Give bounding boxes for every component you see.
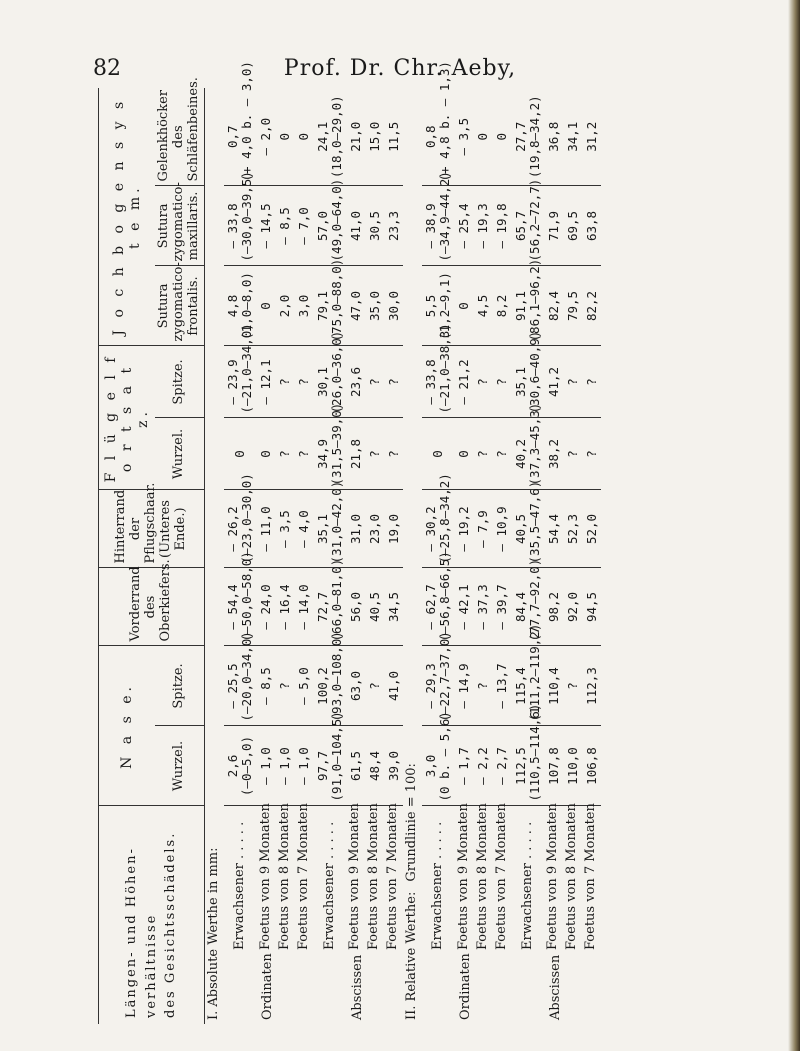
table-cell: 71,9 bbox=[544, 186, 563, 266]
table-cell: — 3,5 bbox=[276, 490, 295, 568]
table-cell: — 1,0 bbox=[295, 726, 314, 806]
group-label: Ordinaten bbox=[458, 953, 474, 1020]
table-cell: — 2,2 bbox=[474, 726, 493, 806]
table-cell: 98,2 bbox=[544, 568, 563, 646]
table-cell: 3,0 (0 b. — 5,6) bbox=[422, 726, 455, 806]
table-row bbox=[365, 88, 384, 1024]
table-cell: — 42,1 bbox=[455, 568, 474, 646]
table-cell: 8,2 bbox=[493, 266, 512, 346]
table-cell: — 8,5 bbox=[257, 646, 276, 726]
table-cell: 115,4 (111,2—119,2) bbox=[512, 646, 545, 726]
table-cell: — 7,9 bbox=[474, 490, 493, 568]
table-cell: ? bbox=[365, 418, 384, 490]
table-cell: 36,8 bbox=[544, 88, 563, 186]
table-cell: 54,4 bbox=[544, 490, 563, 568]
row-label: Foetus von 7 Monaten bbox=[385, 803, 401, 950]
page-header bbox=[0, 0, 800, 90]
table-cell: 0 bbox=[455, 266, 474, 346]
table-cell: 0 bbox=[474, 88, 493, 186]
col-fluegel-wurzel: Wurzel. bbox=[155, 418, 204, 490]
table-cell: 3,0 bbox=[295, 266, 314, 346]
col-sutura-frontalis: Sutura zygomatico-frontalis. bbox=[155, 266, 204, 346]
col-vorderrand: Vorderrand des Oberkiefers. bbox=[99, 568, 205, 646]
col-gelenkhoecker: Gelenkhöcker des Schläfenbeines. bbox=[155, 88, 204, 186]
table-cell: — 10,9 bbox=[493, 490, 512, 568]
running-title: Prof. Dr. Chr. Aeby, bbox=[283, 56, 517, 81]
section-title: I. Absolute Werthe in mm: bbox=[206, 847, 222, 1020]
table-row bbox=[346, 88, 365, 1024]
table-cell: — 3,5 bbox=[455, 88, 474, 186]
table-cell: ? bbox=[276, 418, 295, 490]
table-cell: 2,6 (—0—5,0) bbox=[224, 726, 257, 806]
table-cell: 47,0 bbox=[346, 266, 365, 346]
table-cell: 39,0 bbox=[384, 726, 403, 806]
table-cell: 23,0 bbox=[365, 490, 384, 568]
table-cell: — 37,3 bbox=[474, 568, 493, 646]
table-row bbox=[563, 88, 582, 1024]
table-cell: 0 bbox=[295, 88, 314, 186]
table-cell: 40,5 bbox=[365, 568, 384, 646]
table-cell: ? bbox=[582, 346, 601, 418]
table-cell: — 23,9 (—21,0—34,0) bbox=[224, 346, 257, 418]
col-nase-spitze: Spitze. bbox=[155, 646, 204, 726]
table-cell: 38,2 bbox=[544, 418, 563, 490]
table-cell: — 21,2 bbox=[455, 346, 474, 418]
table-cell: 5,5 (1,2—9,1) bbox=[422, 266, 455, 346]
table-row bbox=[544, 88, 563, 1024]
table-cell: — 8,5 bbox=[276, 186, 295, 266]
table-corner-title: Längen- und Höhen- verhältnisse des Gesichtsschädels. bbox=[99, 806, 205, 1024]
row-label: Erwachsener . . . . . bbox=[231, 821, 247, 950]
row-label: Foetus von 7 Monaten bbox=[493, 803, 509, 950]
table-cell: 52,3 bbox=[563, 490, 582, 568]
table-cell: 0 bbox=[224, 418, 257, 490]
table-cell: — 13,7 bbox=[493, 646, 512, 726]
table-cell: — 39,7 bbox=[493, 568, 512, 646]
table-cell: ? bbox=[474, 418, 493, 490]
table-cell: 110,4 bbox=[544, 646, 563, 726]
table-cell: 23,3 bbox=[384, 186, 403, 266]
table-cell: 100,2 (93,0—108,0) bbox=[314, 646, 347, 726]
table-cell: 97,7 (91,0—104,5) bbox=[314, 726, 347, 806]
table-cell: 41,0 bbox=[384, 646, 403, 726]
table-row bbox=[582, 88, 601, 1024]
page-edge-shadow bbox=[788, 0, 800, 1051]
table-cell: 0,7 (+ 4,0 b. — 3,0) bbox=[224, 88, 257, 186]
table-cell: — 5,0 bbox=[295, 646, 314, 726]
row-label: Erwachsener . . . . . bbox=[519, 821, 535, 950]
table-cell: — 1,0 bbox=[257, 726, 276, 806]
table-cell: 40,2 (37,3—45,3) bbox=[512, 418, 545, 490]
row-label: Foetus von 8 Monaten bbox=[474, 803, 490, 950]
table-cell: 15,0 bbox=[365, 88, 384, 186]
row-label: Erwachsener . . . . . bbox=[430, 821, 445, 950]
table-cell: 34,5 bbox=[384, 568, 403, 646]
table-cell: 34,9 (31,5—39,0) bbox=[314, 418, 347, 490]
table-cell: — 25,4 bbox=[455, 186, 474, 266]
table-cell: — 1,0 bbox=[276, 726, 295, 806]
group-label: Abscissen bbox=[547, 954, 563, 1020]
table-cell: — 14,0 bbox=[295, 568, 314, 646]
table-cell: ? bbox=[474, 646, 493, 726]
table-cell: 21,8 bbox=[346, 418, 365, 490]
table-cell: — 30,2 (—25,8—34,2) bbox=[422, 490, 455, 568]
table-cell: — 14,9 bbox=[455, 646, 474, 726]
row-label: Foetus von 9 Monaten bbox=[347, 803, 363, 950]
table-cell: — 16,4 bbox=[276, 568, 295, 646]
table-row bbox=[455, 88, 474, 1024]
table-row bbox=[384, 88, 403, 1024]
table-cell: — 33,8 (—30,0—39,5) bbox=[224, 186, 257, 266]
table-cell: — 25,5 (—20,0—34,0) bbox=[224, 646, 257, 726]
table-cell: 41,2 bbox=[544, 346, 563, 418]
table-cell: 106,8 bbox=[582, 726, 601, 806]
table-cell: — 33,8 (—21,0—38,3) bbox=[422, 346, 455, 418]
table-row bbox=[224, 88, 257, 1024]
table-cell: ? bbox=[563, 646, 582, 726]
row-label: Foetus von 9 Monaten bbox=[257, 803, 273, 950]
table-cell: 2,0 bbox=[276, 266, 295, 346]
table-cell: ? bbox=[295, 346, 314, 418]
table-cell: 35,1 (30,6—40,9) bbox=[512, 346, 545, 418]
page-number: 82 bbox=[93, 56, 121, 81]
table-cell: 56,0 bbox=[346, 568, 365, 646]
row-label: Foetus von 9 Monaten bbox=[545, 803, 561, 950]
table-cell: — 19,3 bbox=[474, 186, 493, 266]
group-jochbogensystem: J o c h b o g e n s y s t e m. bbox=[99, 88, 156, 346]
table-cell: ? bbox=[582, 418, 601, 490]
table-cell: 61,5 bbox=[346, 726, 365, 806]
row-label: Foetus von 7 Monaten bbox=[583, 803, 599, 950]
table-cell: 35,0 bbox=[365, 266, 384, 346]
table-row bbox=[474, 88, 493, 1024]
table-cell: — 19,2 bbox=[455, 490, 474, 568]
table-row bbox=[295, 88, 314, 1024]
table-cell: 4,8 (1,0—8,0) bbox=[224, 266, 257, 346]
table-cell: 82,2 bbox=[582, 266, 601, 346]
table-cell: — 4,0 bbox=[295, 490, 314, 568]
table-cell: 23,6 bbox=[346, 346, 365, 418]
table-cell: 11,5 bbox=[384, 88, 403, 186]
row-label: Foetus von 8 Monaten bbox=[564, 803, 580, 950]
table-cell: ? bbox=[474, 346, 493, 418]
col-hinterrand: Hinterrand der Pflugschaar. (Unteres Ende.) bbox=[99, 490, 205, 568]
table-cell: 79,5 bbox=[563, 266, 582, 346]
table-cell: 91,1 (86,1—96,2) bbox=[512, 266, 545, 346]
table-cell: 0 bbox=[257, 266, 276, 346]
table-cell: 57,0 (49,0—64,0) bbox=[314, 186, 347, 266]
table-cell: 82,4 bbox=[544, 266, 563, 346]
table-row bbox=[493, 88, 512, 1024]
group-label: Ordinaten bbox=[260, 953, 276, 1020]
table-cell: 0,8 (+ 4,8 b. — 1,3) bbox=[422, 88, 455, 186]
section-title: II. Relative Werthe:Grundlinie = 100: bbox=[404, 763, 420, 1020]
table-row bbox=[512, 88, 545, 1024]
col-fluegel-spitze: Spitze. bbox=[155, 346, 204, 418]
table-cell: — 54,4 (—50,0—58,0) bbox=[224, 568, 257, 646]
table-row bbox=[257, 88, 276, 1024]
table-cell: 34,1 bbox=[563, 88, 582, 186]
table-cell: 35,1 (31,0—42,0) bbox=[314, 490, 347, 568]
table-cell: 0 bbox=[455, 418, 474, 490]
table-cell: 31,0 bbox=[346, 490, 365, 568]
table-cell: 52,0 bbox=[582, 490, 601, 568]
table-cell: 107,8 bbox=[544, 726, 563, 806]
table-cell: — 7,0 bbox=[295, 186, 314, 266]
table-cell: — 38,9 (—34,9—44,2) bbox=[422, 186, 455, 266]
table-cell: — 24,0 bbox=[257, 568, 276, 646]
table-cell: 0 bbox=[422, 418, 455, 490]
table-row bbox=[422, 88, 455, 1024]
group-fluegelfortsatz: F l ü g e l f o r t s a t z. bbox=[99, 346, 156, 490]
table-cell: — 62,7 (—56,8—66,5) bbox=[422, 568, 455, 646]
table-cell: 65,7 (56,2—72,7) bbox=[512, 186, 545, 266]
row-label: Erwachsener . . . . . bbox=[321, 821, 337, 950]
table-row bbox=[314, 88, 347, 1024]
table-cell: 110,0 bbox=[563, 726, 582, 806]
table-cell: 19,0 bbox=[384, 490, 403, 568]
col-nase-wurzel: Wurzel. bbox=[155, 726, 204, 806]
table-cell: 40,5 (35,5—47,6) bbox=[512, 490, 545, 568]
table-cell: 92,0 bbox=[563, 568, 582, 646]
table-cell: 0 bbox=[276, 88, 295, 186]
table-cell: 0 bbox=[493, 88, 512, 186]
table-cell: ? bbox=[493, 418, 512, 490]
row-label: Foetus von 8 Monaten bbox=[366, 803, 382, 950]
table-cell: 31,2 bbox=[582, 88, 601, 186]
table-cell: — 29,3 (—22,7—37,0) bbox=[422, 646, 455, 726]
table-cell: ? bbox=[563, 418, 582, 490]
group-label: Abscissen bbox=[349, 954, 365, 1020]
table-cell: 94,5 bbox=[582, 568, 601, 646]
group-nase: N a s e. bbox=[99, 646, 156, 806]
table-cell: 63,8 bbox=[582, 186, 601, 266]
table-cell: 21,0 bbox=[346, 88, 365, 186]
table-cell: 30,5 bbox=[365, 186, 384, 266]
table-cell: — 2,0 bbox=[257, 88, 276, 186]
table-cell: ? bbox=[365, 346, 384, 418]
table-cell: 30,0 bbox=[384, 266, 403, 346]
table-cell: ? bbox=[384, 346, 403, 418]
table-cell: 112,5 (110,5—114,6) bbox=[512, 726, 545, 806]
table-cell: ? bbox=[384, 418, 403, 490]
table-cell: 4,5 bbox=[474, 266, 493, 346]
table-cell: 27,7 (19,8—34,2) bbox=[512, 88, 545, 186]
table-cell: 63,0 bbox=[346, 646, 365, 726]
table-cell: — 14,5 bbox=[257, 186, 276, 266]
table-row bbox=[276, 88, 295, 1024]
table-cell: — 2,7 bbox=[493, 726, 512, 806]
table-cell: 0 bbox=[257, 418, 276, 490]
table-cell: 30,1 (26,0—36,0) bbox=[314, 346, 347, 418]
row-label: Foetus von 9 Monaten bbox=[455, 803, 471, 950]
table-cell: 112,3 bbox=[582, 646, 601, 726]
table-cell: ? bbox=[276, 346, 295, 418]
table-cell: ? bbox=[295, 418, 314, 490]
table-cell: 69,5 bbox=[563, 186, 582, 266]
table-cell: 72,7 (66,0—81,0) bbox=[314, 568, 347, 646]
table-cell: — 19,8 bbox=[493, 186, 512, 266]
row-label: Foetus von 8 Monaten bbox=[276, 803, 292, 950]
table-cell: 48,4 bbox=[365, 726, 384, 806]
table-cell: — 26,2 (—23,0—30,0) bbox=[224, 490, 257, 568]
table-cell: 24,1 (18,0—29,0) bbox=[314, 88, 347, 186]
table-cell: 84,4 (77,7—92,0) bbox=[512, 568, 545, 646]
row-label: Foetus von 7 Monaten bbox=[295, 803, 311, 950]
table-cell: 41,0 bbox=[346, 186, 365, 266]
col-sutura-maxillaris: Sutura zygomatico-maxillaris. bbox=[155, 186, 204, 266]
table-cell: — 12,1 bbox=[257, 346, 276, 418]
table-cell: ? bbox=[493, 346, 512, 418]
table-cell: ? bbox=[276, 646, 295, 726]
table-cell: ? bbox=[365, 646, 384, 726]
table-cell: — 11,0 bbox=[257, 490, 276, 568]
table-cell: — 1,7 bbox=[455, 726, 474, 806]
table-cell: ? bbox=[563, 346, 582, 418]
table-cell: 79,1 (75,0—88,0) bbox=[314, 266, 347, 346]
